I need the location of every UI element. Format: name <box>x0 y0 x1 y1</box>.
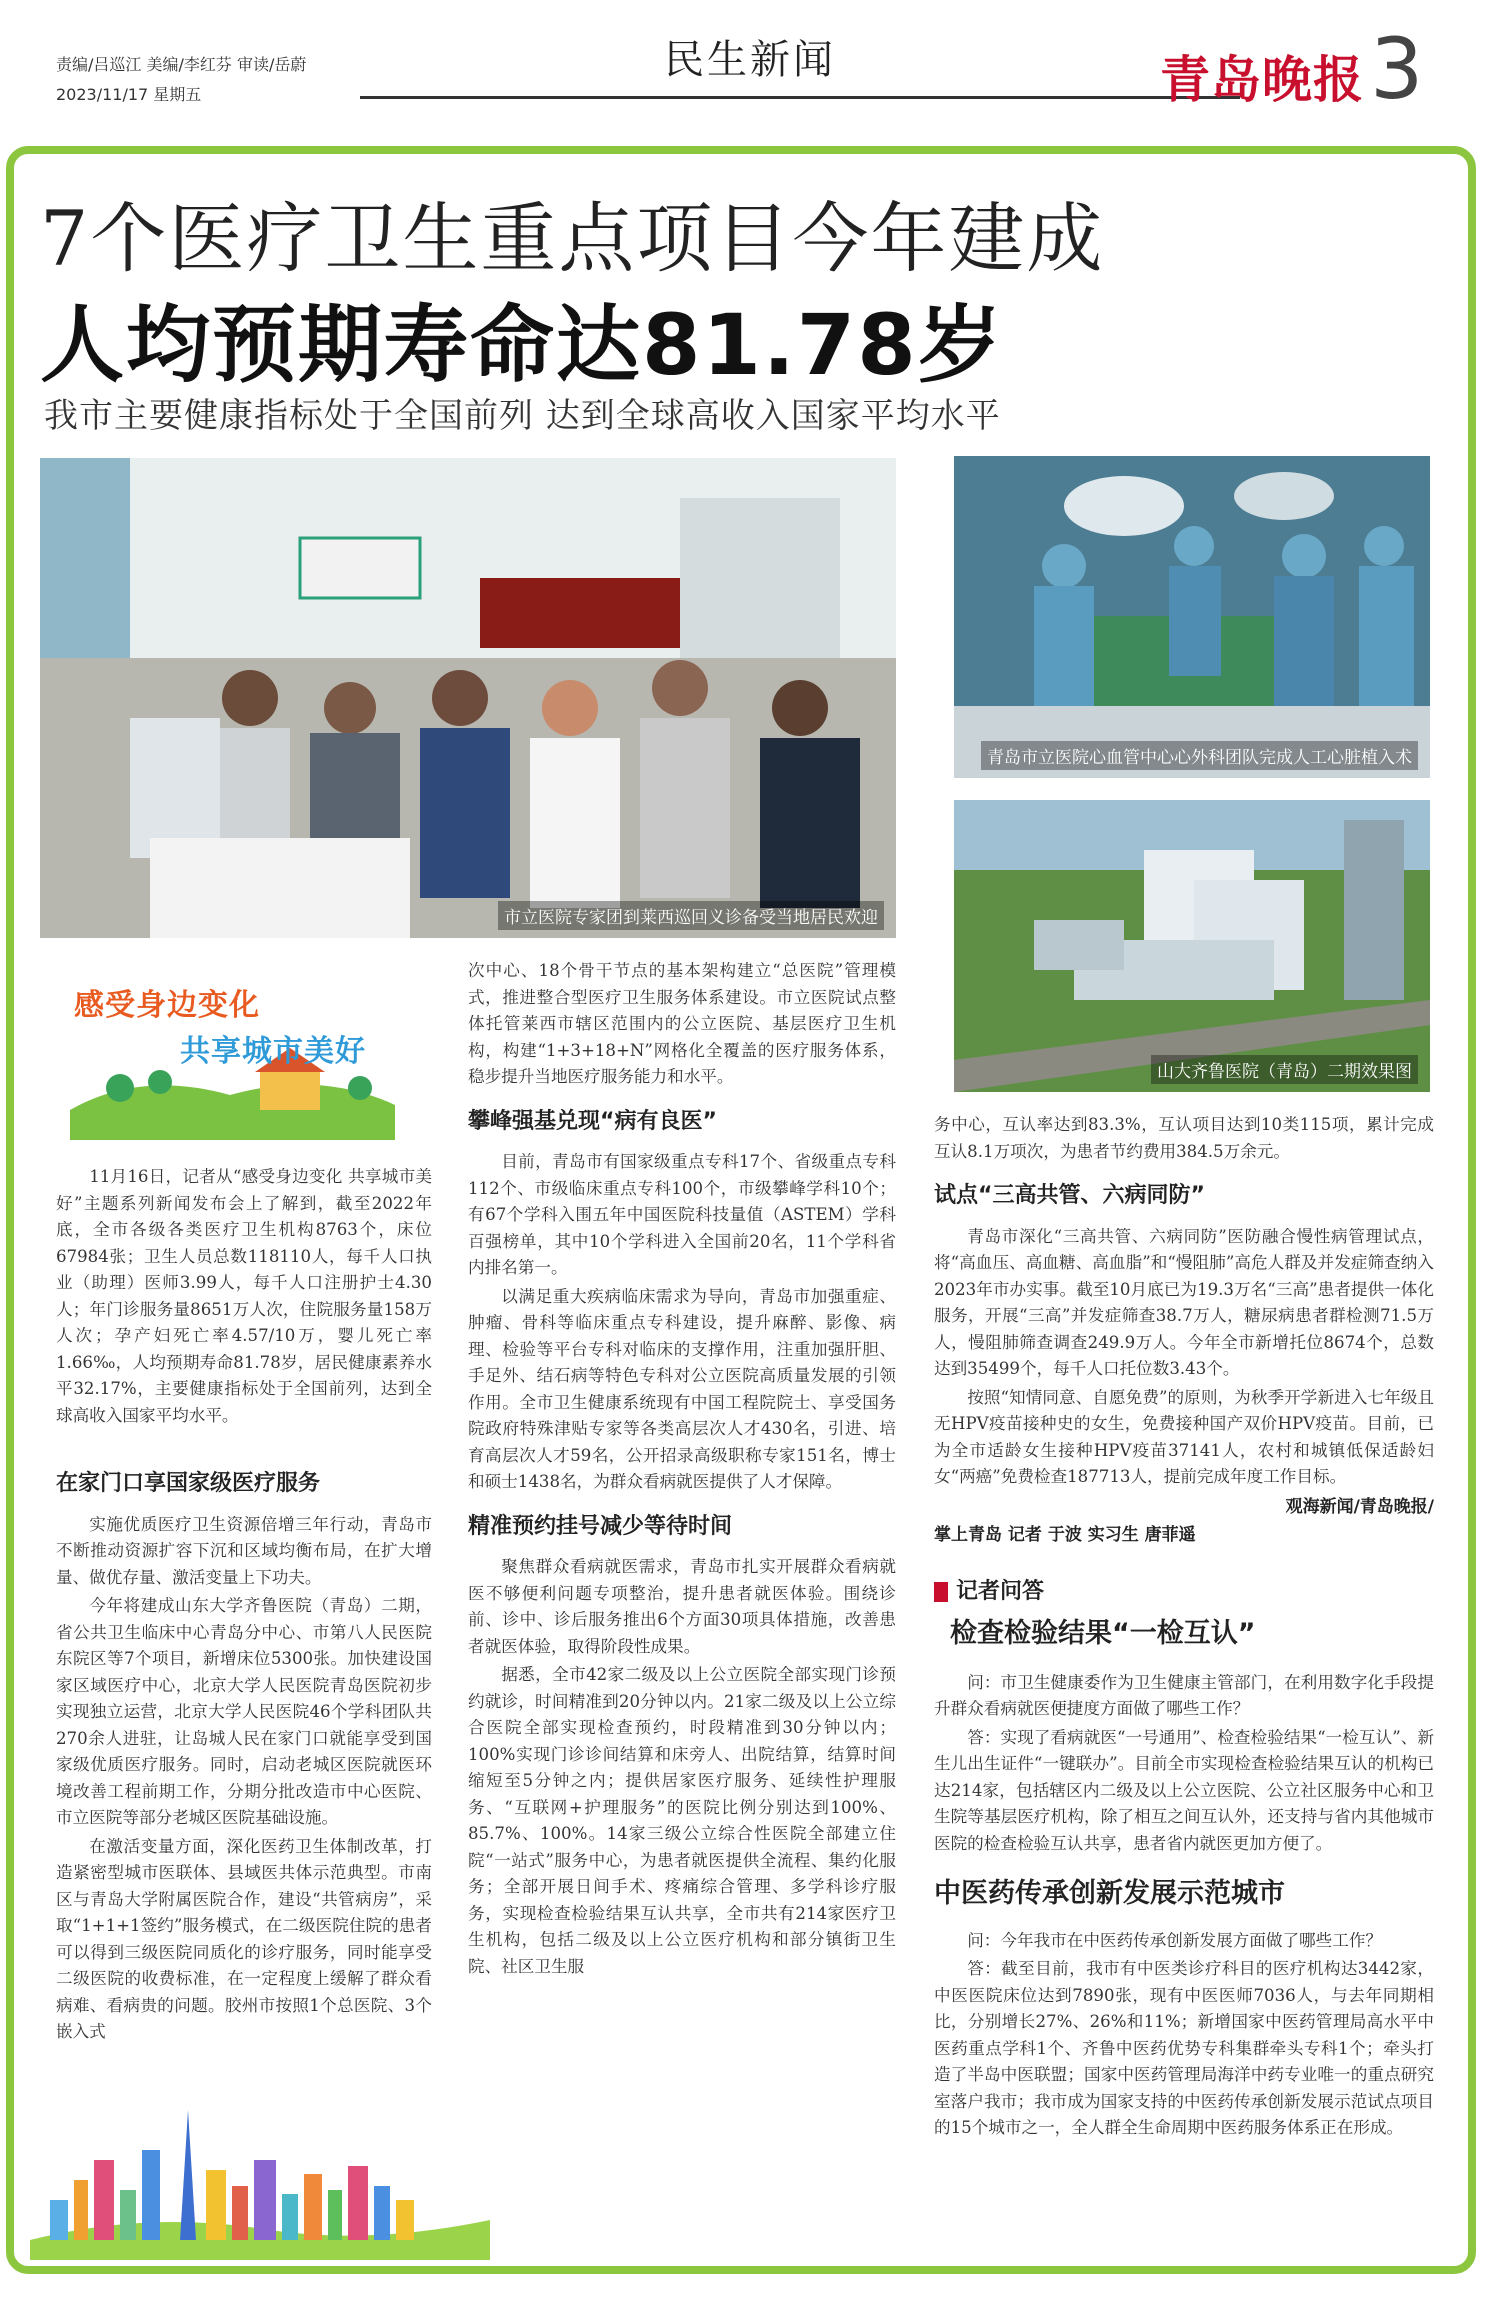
surgery-photo <box>954 456 1430 778</box>
byline-source: 观海新闻/青岛晚报/ <box>1285 1496 1434 1517</box>
headline-line1: 7个医疗卫生重点项目今年建成 <box>40 194 1105 283</box>
header-rule <box>360 96 1240 99</box>
subhead-appointment: 精准预约挂号减少等待时间 <box>468 1513 733 1539</box>
subhead-three-highs: 试点“三高共管、六病同防” <box>934 1183 1205 1208</box>
byline-reporters: 掌上青岛 记者 于波 实习生 唐菲遥 <box>934 1524 1196 1545</box>
campaign-logo-line1: 感受身边变化 <box>74 988 260 1023</box>
article-column-2 <box>468 958 896 1982</box>
col2-paragraph-1: 目前，青岛市有国家级重点专科17个、省级重点专科112个、市级临床重点专科100个，市级攀峰学科10个；有67个学科入围五年中国医院科技量值（ASTEM）学科百强榜单，其中10个学科进入全国前20名，11个学科省内排名第一。 <box>468 1152 896 1277</box>
qa2-question: 问：今年我市在中医药传承创新发展方面做了哪些工作？ <box>967 1930 1383 1950</box>
campaign-logo <box>60 970 400 1140</box>
reporter-qa-badge <box>934 1579 1434 1606</box>
campaign-logo-line2: 共享城市美好 <box>180 1034 366 1069</box>
qa1-title: 检查检验结果“一检互认” <box>950 1618 1256 1649</box>
hospital-rendering-caption: 山大齐鲁医院（青岛）二期效果图 <box>1151 1055 1418 1084</box>
col3-paragraph-1: 青岛市深化“三高共管、六病同防”医防融合慢性病管理试点，将“高血压、高血糖、高血脂”和“慢阻肺”高危人群及并发症筛查纳入2023年市办实事。截至10月底已为19.3万名“三高”患者提供一体化服务，开展“三高”并发症筛查38.7万人，糖尿病患者群检测71.5万人，慢阻肺筛查调查249.9万人。今年全市新增托位8674个，总数达到35499个，每千人口托位数3.43个。 <box>934 1226 1434 1378</box>
city-skyline-decoration <box>30 2090 490 2260</box>
page-number: 3 <box>1370 20 1424 118</box>
col3-paragraph-0: 务中心，互认率达到83.3%，互认项目达到10类115项，累计完成互认8.1万项次，为患者节约费用384.5万余元。 <box>934 1115 1434 1161</box>
col1-paragraph-2: 今年将建成山东大学齐鲁医院（青岛）二期，省公共卫生临床中心青岛分中心、市第八人民医院东院区等7个项目，新增床位5300张。加快建设国家区域医疗中心，北京大学人民医院青岛医院初步实现独立运营，北京大学人民医院46个学科团队共270余人进驻，让岛城人民在家门口就能享受到国家级优质医疗服务。同时，启动老城区医院就医环境改善工程前期工作，分期分批改造市中心医院、市立医院等部分老城区医院基础设施。 <box>56 1596 432 1827</box>
issue-date: 2023/11/17 星期五 <box>56 85 202 104</box>
col2-paragraph-2: 以满足重大疾病临床需求为导向，青岛市加强重症、肿瘤、骨科等临床重点专科建设，提升麻醉、影像、病理、检验等平台专科对临床的支撑作用，注重加强肝胆、手足外、结石病等特色专科对公立医院高质量发展的引领作用。全市卫生健康系统现有中国工程院院士、享受国务院政府特殊津贴专家等各类高层次人才430名，引进、培育高层次人才59名，公开招录高级职称专家151名，博士和硕士1438名，为群众看病就医提供了人才保障。 <box>468 1286 896 1491</box>
qa1-question: 问：市卫生健康委作为卫生健康主管部门，在利用数字化手段提升群众看病就医便捷度方面做了哪些工作？ <box>934 1672 1434 1718</box>
subhead-good-doctors: 攀峰强基兑现“病有良医” <box>468 1108 717 1134</box>
col2-paragraph-4: 据悉，全市42家二级及以上公立医院全部实现门诊预约就诊，时间精准到20分钟以内。21家二级及以上公立综合医院全部实现检查预约，时段精准到30分钟以内；100%实现门诊诊间结算和床旁人、出院结算，结算时间缩短至5分钟之内；提供居家医疗服务、延续性护理服务、“互联网+护理服务”的医院比例分别达到100%、85.7%、100%。14家三级公立综合性医院全部建立住院“一站式”服务中心，为患者就医提供全流程、集约化服务；全部开展日间手术、疼痛综合管理、多学科诊疗服务，实现检查检验结果互认共享，全市共有214家医疗卫生机构，包括二级及以上公立医疗机构和部分镇街卫生院、社区卫生服 <box>468 1665 896 1976</box>
headline-line2: 人均预期寿命达81.78岁 <box>40 296 1004 394</box>
newspaper-brand-logo: 青岛晚报 <box>1160 50 1364 109</box>
city-skyline-illustration <box>30 2090 490 2260</box>
subhead-national-medical-service: 在家门口享国家级医疗服务 <box>56 1471 321 1496</box>
article-column-1 <box>56 1164 432 2048</box>
hospital-rendering-illustration <box>954 800 1430 1092</box>
article-column-3 <box>934 1112 1434 2144</box>
col1-paragraph-1: 实施优质医疗卫生资源倍增三年行动，青岛市不断推动资源扩容下沉和区域均衡布局，在扩大增量、做优存量、激活变量上下功夫。 <box>56 1514 432 1587</box>
reporter-qa-label: 记者问答 <box>956 1578 1045 1604</box>
hospital-rendering-photo <box>954 800 1430 1092</box>
col3-paragraph-2: 按照“知情同意、自愿免费”的原则，为秋季开学新进入七年级且无HPV疫苗接种史的女生，免费接种国产双价HPV疫苗。目前，已为全市适龄女生接种HPV疫苗37141人，农村和城镇低保适龄妇女“两癌”免费检查187713人，提前完成年度工作目标。 <box>934 1387 1434 1486</box>
headline-subhead: 我市主要健康指标处于全国前列 达到全球高收入国家平均水平 <box>44 396 1001 436</box>
col1-paragraph-3: 在激活变量方面，深化医药卫生体制改革，打造紧密型城市医联体、县域医共体示范典型。市南区与青岛大学附属医院合作，建设“共管病房”，采取“1+1+1签约”服务模式，在二级医院住院的患者可以得到三级医院同质化的诊疗服务，同时能享受二级医院的收费标准，在一定程度上缓解了群众看病难、看病贵的问题。胶州市按照1个总医院、3个嵌入式 <box>56 1836 432 2041</box>
qa2-answer: 答：截至目前，我市有中医类诊疗科目的医疗机构达3442家，中医医院床位达到7890张，现有中医医师7036人，与去年同期相比，分别增长27%、26%和11%；新增国家中医药管理局高水平中医药重点学科1个、齐鲁中医药优势专科集群牵头专科1个；牵头打造了半岛中医联盟；国家中医药管理局海洋中药专业唯一的重点研究室落户我市；我市成为国家支持的中医药传承创新发展示范试点项目的15个城市之一，全人群全生命周期中医药服务体系正在形成。 <box>934 1959 1434 2137</box>
section-title: 民生新闻 <box>664 37 836 83</box>
clinic-photo-illustration <box>40 458 896 938</box>
col2-paragraph-0: 次中心、18个骨干节点的基本架构建立“总医院”管理模式，推进整合型医疗卫生服务体系建设。市立医院试点整体托管莱西市辖区范围内的公立医院、基层医疗卫生机构，构建“1+3+18+N”网格化全覆盖的医疗服务体系，稳步提升当地医疗服务能力和水平。 <box>468 961 896 1086</box>
surgery-photo-caption: 青岛市立医院心血管中心心外科团队完成人工心脏植入术 <box>981 741 1418 770</box>
qa1-answer: 答：实现了看病就医“一号通用”、检查检验结果“一检互认”、新生儿出生证件“一键联办”。目前全市实现检查检验结果互认的机构已达214家，包括辖区内二级及以上公立医院、公立社区服务中心和卫生院等基层医疗机构，除了相互之间互认外，还支持与省内其他城市医院的检查检验互认共享，患者省内就医更加方便了。 <box>934 1727 1434 1853</box>
col2-paragraph-3: 聚焦群众看病就医需求，青岛市扎实开展群众看病就医不够便利问题专项整治，提升患者就医体验。围绕诊前、诊中、诊后服务推出6个方面30项具体措施，改善患者就医体验，取得阶段性成果。 <box>468 1557 896 1656</box>
surgery-photo-illustration <box>954 456 1430 778</box>
clinic-photo-caption: 市立医院专家团到莱西巡回义诊备受当地居民欢迎 <box>498 901 884 930</box>
editor-credits: 责编/吕巡江 美编/李红芬 审读/岳蔚 <box>56 55 307 74</box>
qa2-title: 中医药传承创新发展示范城市 <box>934 1878 1285 1909</box>
intro-paragraph: 11月16日，记者从“感受身边变化 共享城市美好”主题系列新闻发布会上了解到，截至2022年底，全市各级各类医疗卫生机构8763个，床位67984张；卫生人员总数118110人，每千人口执业（助理）医师3.99人，每千人口注册护士4.30人；年门诊服务量8651万人次，住院服务量158万人次；孕产妇死亡率4.57/10万，婴儿死亡率1.66‰，人均预期寿命81.78岁，居民健康素养水平32.17%，主要健康指标处于全国前列，达到全球高收入国家平均水平。 <box>56 1167 432 1425</box>
clinic-photo <box>40 458 896 938</box>
red-square-icon <box>934 1582 948 1602</box>
